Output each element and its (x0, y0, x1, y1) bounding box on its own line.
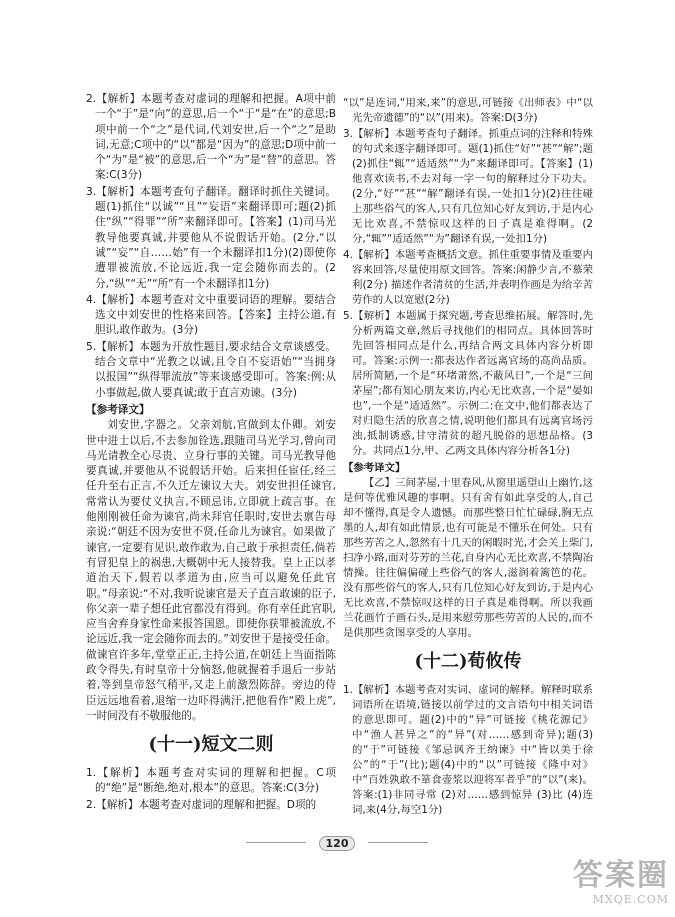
right-entry-4: 4.【解析】本题考查概括文意。抓住重要事情及重要内容来回答,尽量使用原文回答。答案:闲静少言,不慕荣利(2分) 描述作者清贫的生活,并表明作画是为给辛苦劳作的人以宽慰(2分) (343, 249, 593, 306)
left-entry-3: 3.【解析】本题考查句子翻译。翻译时抓住关键词。题(1)抓住“以诚”“且”“妄语”来翻译即可;题(2)抓住“纵”“得罪”“所”来翻译即可。【答案】(1)司马光教导他要真诚,并要他从不说假话开始。(2分,“以诚”“妄”“自……始”有一个未翻译扣1分)(2)即使你遭罪被流放,不论远近,我一定会随你而去的。(2分,“纵”“无”“所”有一个未翻译扣1分) (86, 185, 336, 290)
left-translation (86, 418, 336, 724)
left-entry-5: 5.【解析】本题为开放性题目,要求结合文章谈感受。结合文章中“光教之以诚,且令自不妄语始”“当拥身以报国”“纵得罪流放”等来谈感受即可。答案:例:从小事做起,做人要真诚;敢于直言劝谏。(3分) (86, 340, 336, 399)
left-column (86, 92, 336, 814)
right-translation-text: 【乙】三间茅屋,十里春风,从窗里遥望山上幽竹,这是何等优雅风趣的事啊。只有舍有如此享受的人,自己却不懂得,真是令人遗憾。而那些整日忙忙碌碌,胸无点墨的人,却有如此情景,也有可能是不懂乐在何处。只有那些芳苦之人,忽然有十几天的闲暇时光,才会关上柴门,扫净小路,面对芬芳的兰花,自身内心无比欢喜,不禁陶冶情操。往往偏偏碰上些俗气的客人,滋润着篱笆的花。没有那些俗气的客人,只有几位知心好友到访,于是内心无比欢喜,不禁惊叹这样的日子真是难得啊。所以我画兰花画竹子画石头,是用来慰劳那些劳苦的人民的,而不是供那些贪图享受的人享用。 (343, 477, 593, 639)
section-11-heading: (十一)短文二则 (148, 734, 274, 756)
right-entry-5: 5.【解析】本题属于探究题,考查思维拓展。解答时,先分析两篇文章,然后寻找他们的相同点。具体回答时先回答相同点是什么,再结合两文具体内容分析即可。答案:示例一:都表达作者远离官场的高尚品质。居所简陋,一个是“环堵萧然,不蔽风日”,一个是“三间茅屋”;都有知心朋友来访,内心无比欢喜,一个是“晏如也”,一个是“适适然”。示例二:在文中,他们都表达了对归隐生活的欣喜之情,说明他们都具有远离官场污浊,抵制诱惑,甘守清贫的超凡脱俗的思想品格。(3分。共同点1分,甲、乙两文具体内容分析各1分) (343, 310, 593, 457)
right-translation (343, 476, 593, 641)
right-ref-heading: 【参考译文】 (343, 462, 406, 474)
page-number-label: 120 (319, 836, 356, 851)
left-translation-text: 刘安世,字器之。父亲刘航,官做到太仆卿。刘安世中进士以后,不去参加铨选,跟随司马光学习,曾向司马光请教全心尽贵、立身行事的关键。司马光教导他要真诚,并要他从不说假话开始。后来担任宦任,经三任升至右正言,不久迁左谏议大夫。刘安世担任谏官,常常认为要仗义执言,不顾忌讳,立即就上疏言事。在他刚刚被任命为谏官,尚未拜官任职时,安世去禀告母亲说:“朝廷不因为安世不贤,任命儿为谏官。如果做了谏官,一定要有见识,敢作敢为,自己敢于承担责任,倘若有冒犯皇上的祸患,大概朝中无人接替我。皇上正以孝道治天下,假若以孝道为由,应当可以避免任此官职。”母亲说:“不对,我听说谏官是天子直言敢谏的臣子,你父亲一辈子想任此官都没有得到。你有幸任此官职,应当舍弃身家性命来报答国恩。即使你获罪被流放,不论远近,我一定会随你而去的。”刘安世于是接受任命。做谏官许多年,堂堂正正,主持公道,在朝廷上当面指陈政令得失,有时皇帝十分恼怒,他就握着手退后一步站着,等到皇帝怒气稍平,又走上前激烈陈辞。旁边的侍臣远远地看着,退缩一边吓得满汗,把他看作“殿上虎”,一时间没有不敬服他的。 (86, 419, 336, 722)
page-number (312, 836, 362, 850)
left-entry-2: 2.【解析】本题考查对虚词的理解和把握。A项中前一个“于”是“向”的意思,后一个“于”是“在”的意思;B项中前一个“之”是代词,代刘安世,后一个“之”是助词,无意;C项中的“以”都是“因为”的意思;D项中前一个“为”是“被”的意思,后一个“为”是“替”的意思。答案:C(3分) (86, 93, 336, 182)
left-ref-heading: 【参考译文】 (86, 403, 150, 416)
section-11-entry-2: 2.【解析】本题考查对虚词的理解和把握。D项的 (86, 798, 317, 811)
watermark-text: 答案圈 (573, 858, 669, 893)
right-entry-continued: “以”是连词,“用来,来”的意思,可链接《出师表》中“以光先帝遗德”的“以”(用来)。答案:D(3分) (343, 97, 593, 124)
section-12-heading: (十二)荀攸传 (414, 651, 522, 672)
watermark-url: MXQE.COM (592, 893, 669, 906)
watermark-logo (519, 859, 669, 913)
section-12-entry-1: 1.【解析】本题考查对实词、虚词的解释。解释时联系词语所在语境,链接以前学过的文言语句中相关词语的意思即可。题(2)中的“异”可链接《桃花源记》中“渔人甚异之”的“异”(对……感到奇异);题(3)的“于”可链接《邹忌讽齐王纳谏》中“皆以美于徐公”的“于”(比);题(4)中的“以”可链接《隆中对》中“百姓孰敢不箪食壶浆以迎将军者乎”的“以”(来)。答案:(1)非同寻常 (2)对……感到惊异 (3)比 (4)连词,来(4分,每空1分) (343, 684, 593, 816)
section-11-entry-1: 1.【解析】本题考查对实词的理解和把握。C项的“绝”是“断绝,绝对,根本”的意思。答案:C(3分) (86, 767, 336, 795)
right-entry-3: 3.【解析】本题考查句子翻译。抓重点词的注释和特殊的句式来逐字翻译即可。题(1)抓住“好”“甚”“解”;题(2)抓住“辄”“适适然”“为”来翻译即可。【答案】(1)他喜欢读书,不去对每一字一句的解释过分下功夫。(2分,“好”“甚”“解”翻译有误,一处扣1分)(2)往往碰上那些俗气的客人,只有几位知心好友到访,于是内心无比欢喜,不禁惊叹这样的日子真是难得啊。(2分,“辄”“适适然”“为”翻译有误,一处扣1分) (343, 128, 593, 245)
left-entry-4: 4.【解析】本题考查对文中重要词语的理解。要结合选文中刘安世的性格来回答。【答案】主持公道,有胆识,敢作敢为。(3分) (86, 293, 336, 337)
right-column (343, 96, 593, 819)
